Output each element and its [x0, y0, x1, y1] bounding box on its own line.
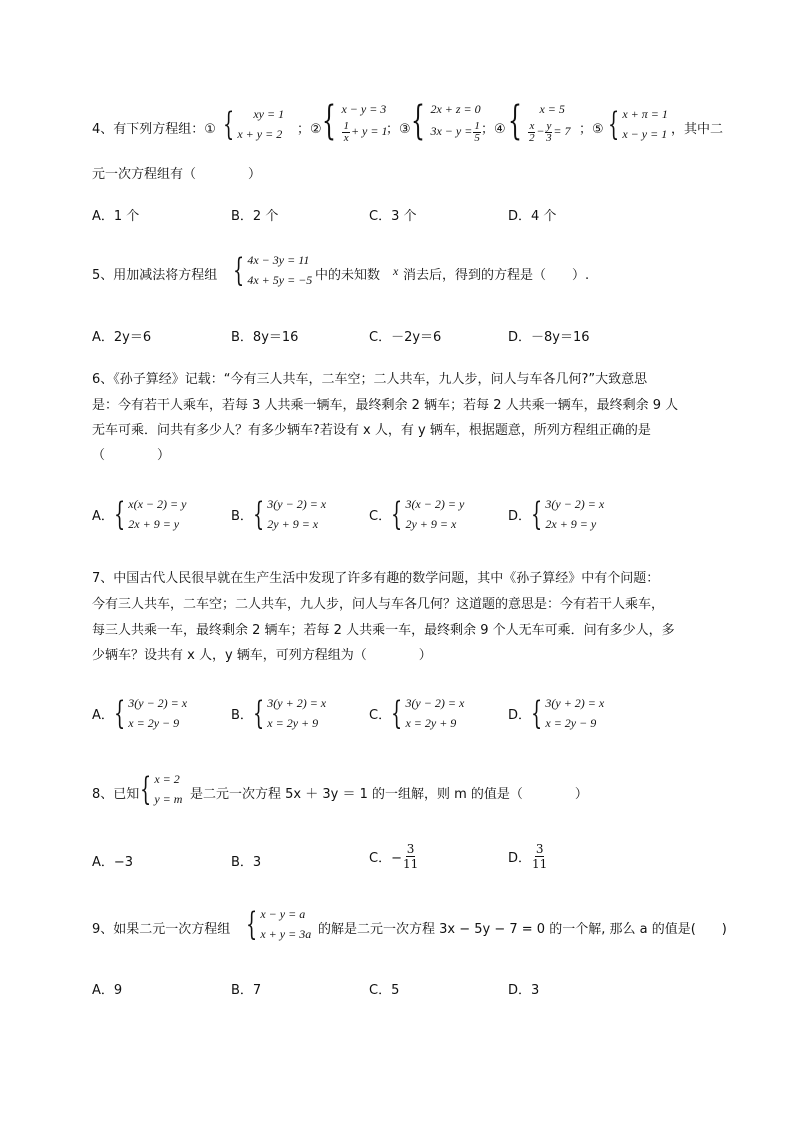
- q4-option-c[interactable]: C．3 个: [369, 209, 417, 224]
- q6-option-a[interactable]: A． { x(x − 2) = y 2x + 9 = y: [92, 495, 187, 533]
- q8-option-b[interactable]: B．3: [231, 855, 262, 870]
- q7-option-c[interactable]: C． { 3(y − 2) = x x = 2y + 9: [369, 694, 465, 732]
- q4-system-3: { 2x + z = 0 3x − y = $\frac{1}{5}$: [411, 97, 481, 144]
- q5-prefix: 5、用加减法将方程组: [92, 268, 218, 283]
- q8-option-c[interactable]: C．− $\frac{3}{11}$: [369, 842, 419, 871]
- q7-option-b[interactable]: B． { 3(y + 2) = x x = 2y + 9: [231, 694, 327, 732]
- q6-line-1: 6、《孙子算经》记载：“今有三人共车，二车空；二人共车，九人步，问人与车各几何?”大致意思: [92, 372, 648, 387]
- q9-option-d[interactable]: D．3: [508, 983, 540, 998]
- q8-system: { x = 2 y = m: [140, 770, 183, 808]
- q5-option-b[interactable]: B．8y＝16: [231, 330, 299, 345]
- q9-system: { x − y = a x + y = 3a: [246, 905, 312, 943]
- q5-option-d[interactable]: D．－8y＝16: [508, 330, 590, 345]
- q4-option-b[interactable]: B．2 个: [231, 209, 279, 224]
- q7-option-d[interactable]: D． { 3(y + 2) = x x = 2y − 9: [508, 694, 605, 732]
- q8-option-a[interactable]: A．−3: [92, 855, 134, 870]
- q4-option-a[interactable]: A．1 个: [92, 209, 140, 224]
- q8-prefix: 8、已知: [92, 787, 140, 802]
- q7-line-3: 每三人共乘一车，最终剩余 2 辆车；若每 2 人共乘一车，最终剩余 9 个人无车可乘．问有多少人，多: [92, 623, 675, 638]
- q4-system-4: { x = 5 $\frac{x}{2}$ − $\frac{y}{3}$ = 7: [508, 97, 571, 144]
- q6-option-d[interactable]: D． { 3(y − 2) = x 2x + 9 = y: [508, 495, 605, 533]
- q7-line-1: 7、中国古代人民很早就在生产生活中发现了许多有趣的数学问题，其中《孙子算经》中有个问题：: [92, 571, 660, 586]
- q9-option-a[interactable]: A．9: [92, 983, 123, 998]
- q4-system-1: { xy = 1 x + y = 2: [223, 105, 285, 143]
- q7-option-a[interactable]: A． { 3(y − 2) = x x = 2y − 9: [92, 694, 188, 732]
- q9-option-b[interactable]: B．7: [231, 983, 262, 998]
- q4-prefix: 4、有下列方程组：①: [92, 122, 216, 137]
- q4-system-2: { x − y = 3 $\frac{1}{x}$ + y = 1: [322, 97, 388, 144]
- q5-option-a[interactable]: A．2y＝6: [92, 330, 152, 345]
- q6-option-c[interactable]: C． { 3(x − 2) = y 2y + 9 = x: [369, 495, 465, 533]
- q6-line-3: 无车可乘．问共有多少人？有多少辆车?若设有 x 人，有 y 辆车，根据题意，所列方程组正确的是: [92, 423, 651, 438]
- q9-prefix: 9、如果二元一次方程组: [92, 922, 231, 937]
- q7-line-4: 少辆车？设共有 x 人，y 辆车，可列方程组为（ ）: [92, 648, 432, 663]
- q9-option-c[interactable]: C．5: [369, 983, 400, 998]
- q5-option-c[interactable]: C．－2y＝6: [369, 330, 442, 345]
- q4-line-2: 元一次方程组有（ ）: [92, 167, 262, 182]
- q4-system-5: { x + π = 1 x − y = 1: [608, 105, 668, 143]
- q6-line-4: （ ）: [92, 448, 171, 463]
- q4-option-d[interactable]: D．4 个: [508, 209, 557, 224]
- q6-line-2: 是：今有若干人乘车，若每 3 人共乘一辆车，最终剩余 2 辆车；若每 2 人共乘一辆车，最终剩余 9 人: [92, 398, 679, 413]
- q8-option-d[interactable]: D． $\frac{3}{11}$: [508, 842, 548, 871]
- q7-line-2: 今有三人共车，二车空；二人共车，九人步，问人与车各几何？这道题的意思是：今有若干人乘车，: [92, 597, 665, 612]
- q5-system: { 4x − 3y = 11 4x + 5y = −5: [233, 251, 313, 289]
- q6-option-b[interactable]: B． { 3(y − 2) = x 2y + 9 = x: [231, 495, 327, 533]
